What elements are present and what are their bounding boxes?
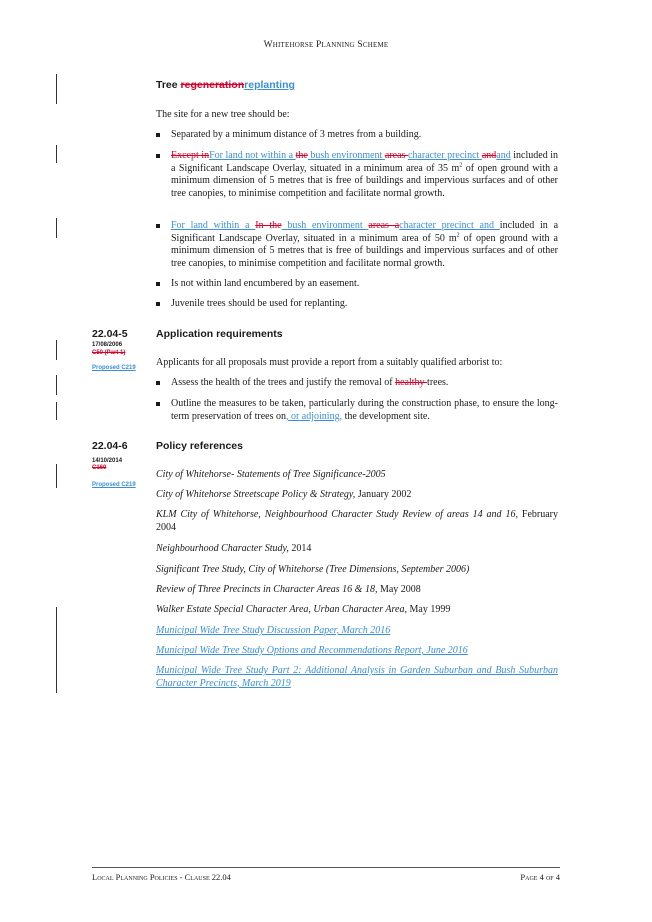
section2-intro: Applicants for all proposals must provide a report from a suitably qualified arborist to:: [156, 357, 503, 368]
body-text: included in a Significant Landscape Overlay, situated in a minimum area of 50 m: [171, 220, 559, 244]
reference-item: [156, 509, 558, 534]
body-text: Assess the health of the trees and justify the removal of: [171, 377, 396, 388]
change-bar: [56, 402, 57, 420]
amendment-proposed-link[interactable]: Proposed C219: [92, 365, 136, 371]
reference-date: February 2004: [156, 509, 558, 533]
list-item: [156, 298, 558, 311]
inserted-text: , or adjoining,: [285, 410, 343, 422]
deleted-text: and: [481, 150, 497, 161]
list-item: [156, 129, 558, 142]
inserted-text: character precinct: [407, 150, 482, 161]
list-item-text: [171, 377, 558, 390]
list-item: [156, 398, 558, 423]
reference-item-inserted: Municipal Wide Tree Study Discussion Paper, March 2016: [156, 625, 391, 636]
bullet-marker: [156, 133, 160, 137]
reference-title: KLM City of Whitehorse, Neighbourhood Character Study Review of areas 14 and 16,: [156, 509, 518, 520]
inserted-text: replanting: [244, 79, 295, 91]
reference-item-inserted: Municipal Wide Tree Study Options and Recommendations Report, June 2016: [156, 645, 468, 656]
change-bar: [56, 464, 57, 488]
reference-item: [156, 489, 558, 502]
section-title-application-requirements: Application requirements: [156, 328, 283, 340]
list-item: [156, 220, 558, 270]
clause-number: 22.04-6: [92, 440, 128, 452]
deleted-text: healthy: [395, 377, 428, 388]
deleted-text: areas: [384, 150, 408, 161]
amendment-proposed-link[interactable]: Proposed C219: [92, 482, 136, 488]
bullet-marker: [156, 302, 160, 306]
list-item-text: Separated by a minimum distance of 3 metres from a building.: [171, 129, 422, 140]
inserted-text: character precinct and: [399, 220, 500, 231]
reference-title: City of Whitehorse Streetscape Policy & Strategy,: [156, 489, 356, 500]
deleted-text: Except in: [171, 150, 210, 161]
superscript: 2: [456, 232, 460, 239]
reference-date: January 2002: [355, 489, 412, 500]
amendment-deleted: C50 (Part 1): [92, 350, 126, 356]
bullet-marker: [156, 402, 160, 406]
body-text: of open ground with a minimum dimension of 5 metres that is free of buildings and impervious surfaces and of other tree canopies, to minimise competition and facilitate normal growth.: [171, 232, 558, 269]
list-item-text: [171, 220, 558, 270]
reference-title: Neighbourhood Character Study,: [156, 543, 289, 554]
body-text: Outline the measures to be taken, particularly during the construction phase, to ensure the long-term preservation of trees on: [171, 398, 558, 422]
deleted-text: regeneration: [180, 79, 245, 91]
change-bar: [56, 340, 57, 360]
body-text: trees.: [427, 377, 449, 388]
deleted-text: areas a: [368, 220, 400, 231]
reference-item-inserted: Municipal Wide Tree Study Part 2: Additional Analysis in Garden Suburban and Bush Suburban Character Precincts, March 2019: [156, 665, 558, 689]
body-text: of open ground with a minimum dimension of 5 metres that is free of buildings and impervious surfaces and of other tree canopies, to minimise competition and facilitate normal growth.: [171, 162, 558, 199]
reference-item: [156, 604, 558, 617]
list-item: [156, 377, 558, 390]
list-item: [156, 278, 558, 291]
section-title-tree-replanting: [156, 79, 295, 91]
footer-page-number: Page 4 of 4: [520, 872, 560, 882]
body-text: the development site.: [342, 410, 430, 422]
change-bar: [56, 218, 57, 238]
reference-date: May 2008: [377, 584, 421, 595]
list-item-text: [171, 150, 558, 200]
bullet-marker: [156, 282, 160, 286]
bullet-marker: [156, 381, 160, 385]
reference-title: Walker Estate Special Character Area, Urban Character Area,: [156, 604, 407, 615]
reference-date: May 1999: [407, 604, 451, 615]
reference-item: [156, 584, 558, 597]
amendment-deleted: C160: [92, 465, 107, 471]
inserted-text: bush environment: [281, 220, 369, 231]
inserted-text: For land not within a: [209, 150, 296, 161]
change-bar: [56, 145, 57, 163]
footer-divider: [92, 867, 560, 868]
change-bar: [56, 74, 57, 104]
change-bar: [56, 375, 57, 395]
deleted-text: the: [295, 150, 308, 161]
list-item-text: Is not within land encumbered by an easement.: [171, 278, 360, 289]
clause-date: 17/08/2006: [92, 342, 123, 348]
body-text: included in a Significant Landscape Overlay, situated in a minimum area of 35 m: [171, 150, 559, 174]
reference-item: Significant Tree Study, City of Whitehorse (Tree Dimensions, September 2006): [156, 564, 470, 575]
inserted-text: bush environment: [307, 150, 385, 161]
bullet-marker: [156, 224, 160, 228]
reference-item: [156, 543, 558, 556]
list-item-text: Juvenile trees should be used for replanting.: [171, 298, 348, 309]
footer-left: Local Planning Policies - Clause 22.04: [92, 872, 231, 882]
inserted-text: For land within a: [171, 220, 256, 231]
section-title-policy-references: Policy references: [156, 440, 243, 452]
reference-date: 2014: [288, 543, 312, 554]
section1-intro: The site for a new tree should be:: [156, 109, 290, 120]
bullet-marker: [156, 154, 160, 158]
list-item: [156, 150, 558, 200]
clause-number: 22.04-5: [92, 328, 128, 340]
running-header: Whitehorse Planning Scheme: [263, 40, 389, 50]
reference-item: City of Whitehorse- Statements of Tree Significance-2005: [156, 469, 386, 480]
clause-date: 14/10/2014: [92, 458, 123, 464]
change-bar: [56, 607, 57, 693]
list-item-text: [171, 398, 558, 423]
inserted-text: and: [496, 150, 511, 161]
deleted-text: In the: [255, 220, 282, 231]
superscript: 2: [459, 162, 463, 169]
title-text: Tree: [156, 79, 181, 91]
reference-title: Review of Three Precincts in Character Areas 16 & 18,: [156, 584, 378, 595]
